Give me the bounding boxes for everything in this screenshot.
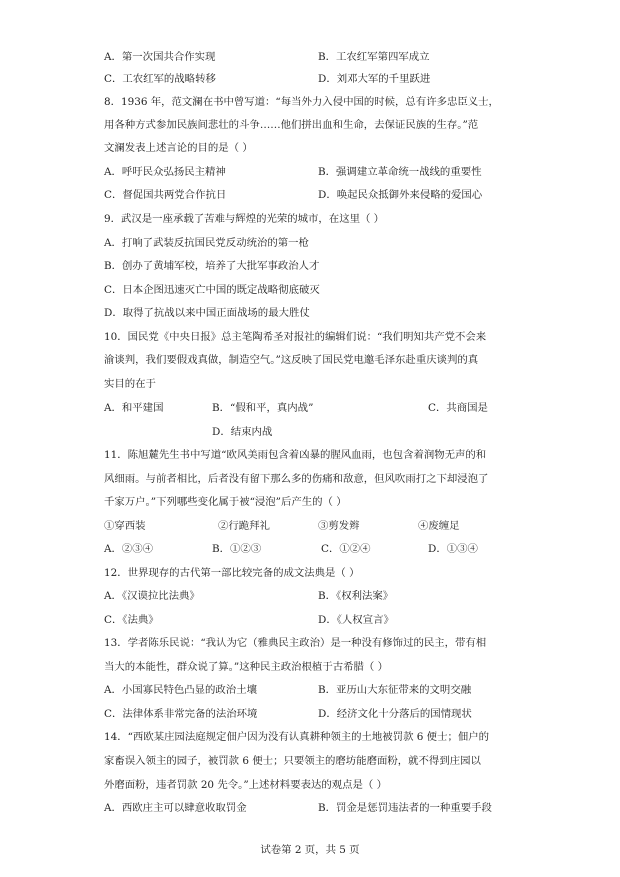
q11-option-c: C．①②④ — [321, 543, 371, 555]
q9-option-d: D．取得了抗战以来中国正面战场的最大胜仗 — [104, 307, 310, 319]
q13-option-c: C．法律体系非常完备的法治环境 — [104, 708, 258, 720]
q8-option-d: D．唤起民众抵御外来侵略的爱国心 — [318, 189, 483, 201]
q10-stem-line-2: 渝谈判，我们要假戏真做，制造空气。”这反映了国民党电邀毛泽东赴重庆谈判的真 — [104, 354, 479, 366]
q8-stem-line-2: 用各种方式参加民族间悲壮的斗争……他们拼出血和生命，去保证民族的生存。”范 — [104, 119, 479, 131]
q11-option-b: B．①②③ — [212, 543, 262, 555]
q12-option-b: B．《权利法案》 — [318, 590, 394, 602]
q13-stem-line-2: 当大的本能性，群众说了算。”这种民主政治根植于古希腊（ ） — [104, 661, 388, 673]
q11-option-d: D．①③④ — [428, 543, 478, 555]
q10-option-b: B．“假和平，真内战” — [212, 402, 314, 414]
q12-option-c: C．《法典》 — [104, 614, 159, 626]
q7-option-d: D．刘邓大军的千里跃进 — [318, 73, 431, 85]
q8-option-b: B．强调建立革命统一战线的重要性 — [318, 166, 482, 178]
q14-stem-line-1: 14．“西欧某庄园法庭规定佃户因为没有认真耕种领主的土地被罚款 6 便士；佃户的 — [104, 731, 490, 743]
q10-stem-line-1: 10．国民党《中央日报》总主笔陶希圣对报社的编辑们说：“我们明知共产党不会来 — [104, 331, 487, 343]
q7-option-c: C．工农红军的战略转移 — [104, 73, 216, 85]
q11-stem-line-1: 11．陈旭麓先生书中写道“欧风美雨包含着凶暴的腥风血雨，也包含着润物无声的和 — [104, 449, 487, 461]
q14-option-a: A．西欧庄主可以肆意收取罚金 — [104, 802, 247, 814]
q8-option-c: C．督促国共两党合作抗日 — [104, 189, 227, 201]
q11-item-3: ③剪发辫 — [318, 520, 360, 532]
q8-option-a: A．呼吁民众弘扬民主精神 — [104, 166, 226, 178]
q12-option-d: D．《人权宣言》 — [318, 614, 394, 626]
q14-stem-line-3: 外磨面粉，违者罚款 20 先令。”上述材料要表达的观点是（ ） — [104, 779, 388, 791]
q10-option-d: D．结束内战 — [212, 426, 273, 438]
q11-item-4: ④废缠足 — [418, 520, 460, 532]
q8-stem-line-1: 8．1936 年，范文澜在书中曾写道：“每当外力入侵中国的时候，总有许多忠臣义士， — [104, 96, 499, 108]
q10-option-c: C．共商国是 — [428, 402, 488, 414]
q13-option-d: D．经济文化十分落后的国情现状 — [318, 708, 472, 720]
q10-stem-line-3: 实目的在于 — [104, 378, 156, 390]
q8-stem-line-3: 文澜发表上述言论的目的是（ ） — [104, 142, 253, 154]
q13-stem-line-1: 13．学者陈乐民说：“我认为它（雅典民主政治）是一种没有修饰过的民主，带有相 — [104, 637, 487, 649]
q13-option-b: B．亚历山大东征带来的文明交融 — [318, 684, 472, 696]
q10-option-a: A．和平建国 — [104, 402, 164, 414]
q11-stem-line-2: 风细雨。与前者相比，后者没有留下那么多的伤痛和敌意，但风吹雨打之下却浸泡了 — [104, 473, 489, 485]
q12-stem: 12．世界现存的古代第一部比较完备的成文法典是（ ） — [104, 567, 360, 579]
q9-stem: 9．武汉是一座承载了苦难与辉煌的光荣的城市，在这里（ ） — [104, 213, 385, 225]
q14-stem-line-2: 家畜误入领主的园子，被罚款 6 便士；只要领主的磨坊能磨面粉，就不得到庄园以 — [104, 755, 481, 767]
q7-option-a: A．第一次国共合作实现 — [104, 51, 216, 63]
q12-option-a: A．《汉谟拉比法典》 — [104, 590, 200, 602]
page-footer: 试卷第 2 页，共 5 页 — [260, 844, 360, 856]
q11-item-2: ②行跪拜礼 — [218, 520, 270, 532]
q11-stem-line-3: 千家万户。”下列哪些变化属于被“浸泡”后产生的（ ） — [104, 496, 347, 508]
q7-option-b: B．工农红军第四军成立 — [318, 51, 430, 63]
q11-item-1: ①穿西装 — [104, 520, 146, 532]
q9-option-a: A．打响了武装反抗国民党反动统治的第一枪 — [104, 237, 309, 249]
q13-option-a: A．小国寡民特色凸显的政治土壤 — [104, 684, 257, 696]
q11-option-a: A．②③④ — [104, 543, 154, 555]
q9-option-b: B．创办了黄埔军校，培养了大批军事政治人才 — [104, 260, 320, 272]
q14-option-b: B．罚金是惩罚违法者的一种重要手段 — [318, 802, 492, 814]
q9-option-c: C．日本企图迅速灭亡中国的既定战略彻底破灭 — [104, 284, 320, 296]
